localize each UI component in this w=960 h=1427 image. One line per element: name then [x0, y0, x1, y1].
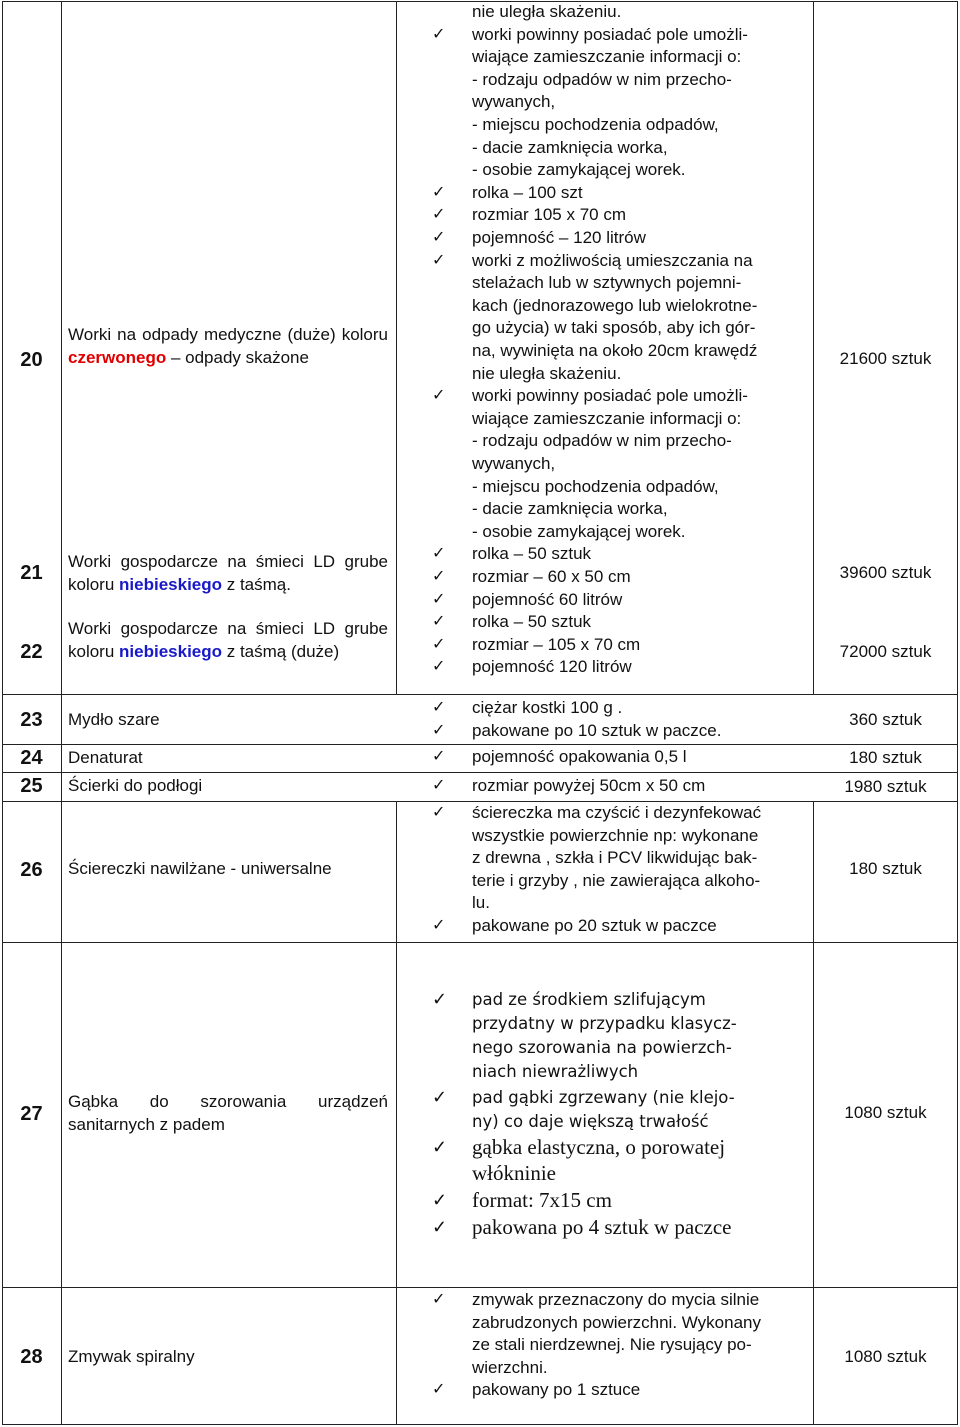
row-number: 28 [20, 1345, 43, 1368]
spec-line [432, 453, 812, 476]
quantity: 39600 sztuk [839, 563, 932, 582]
spec-line [432, 892, 812, 915]
spec-text: - dacie zamknięcia worka, [472, 499, 668, 519]
spec-text: wiające zamieszczanie informacji o: [472, 47, 742, 67]
spec-line [432, 408, 812, 431]
row-divider [2, 1424, 958, 1425]
spec-text: rolka – 50 sztuk [472, 544, 592, 564]
quantity: 1080 sztuk [844, 1347, 927, 1366]
name-text: Worki na odpady medyczne (duże) koloru [68, 325, 388, 344]
row-number: 27 [20, 1102, 43, 1125]
spec-line [432, 1215, 812, 1239]
spec-text: - rodzaju odpadów w nim przecho- [472, 431, 732, 451]
checkmark-icon [432, 720, 445, 743]
product-name: Mydło szare [68, 709, 160, 729]
color-word: niebieskiego [119, 574, 223, 594]
spec-text: wierzchni. [472, 1357, 548, 1377]
spec-line [432, 182, 812, 205]
spec-line [432, 430, 812, 453]
spec-text: wywanych, [472, 454, 556, 473]
spec-line [432, 340, 812, 363]
spec-line [432, 870, 812, 893]
spec-line [432, 1289, 812, 1312]
quantity: 180 sztuk [849, 748, 922, 767]
spec-text: pojemność 120 litrów [472, 657, 632, 677]
spec-text: włókninie [472, 1161, 556, 1185]
spec-text: - osobie zamykającej worek. [472, 160, 686, 180]
spec-text: pojemność – 120 litrów [472, 228, 646, 247]
spec-line [432, 697, 812, 720]
spec-line [432, 227, 812, 250]
spec-text: rolka – 100 szt [472, 182, 583, 202]
spec-line [432, 1086, 812, 1110]
row-divider [2, 694, 958, 695]
spec-text: worki powinny posiadać pole umożli- [472, 386, 748, 406]
spec-text: go użycia) w taki sposób, aby ich gór- [472, 318, 756, 338]
spec-line [432, 543, 812, 566]
checkmark-icon [432, 204, 445, 227]
checkmark-icon [432, 802, 445, 825]
spec-line [432, 1060, 812, 1084]
spec-line [432, 589, 812, 612]
spec-line [432, 1135, 812, 1159]
spec-text: pad ze środkiem szlifującym [472, 990, 706, 1009]
spec-line [432, 385, 812, 408]
row-number: 22 [20, 640, 43, 663]
product-name: Zmywak spiralny [68, 1346, 195, 1366]
spec-line [432, 1, 812, 24]
checkmark-icon [432, 1188, 447, 1212]
spec-line [432, 1036, 812, 1060]
name-text: Worki gospodarcze na śmieci LD grube koloru [68, 552, 388, 594]
spec-text: ze stali nierdzewnej. Nie rysujący po- [472, 1335, 752, 1355]
column-divider [396, 1, 397, 694]
checkmark-icon [432, 24, 445, 47]
spec-line [432, 498, 812, 521]
spec-line [432, 656, 812, 679]
spec-line [432, 137, 812, 160]
spec-text: rozmiar – 60 x 50 cm [472, 567, 631, 586]
spec-line [432, 24, 812, 47]
spec-text: stelażach lub w sztywnych pojemni- [472, 273, 742, 293]
spec-text: pakowana po 4 sztuk w paczce [472, 1215, 732, 1239]
spec-line [432, 1012, 812, 1036]
quantity: 180 sztuk [849, 859, 922, 878]
spec-text: z drewna , szkła i PCV likwidując bak- [472, 848, 758, 868]
spec-line [432, 566, 812, 589]
checkmark-icon [432, 656, 445, 679]
product-name [62, 618, 396, 663]
checkmark-icon [432, 543, 445, 566]
color-word: niebieskiego [119, 641, 223, 661]
spec-text: - miejscu pochodzenia odpadów, [472, 476, 719, 496]
column-divider [957, 1, 958, 1425]
spec-line [432, 634, 812, 657]
spec-text: ciężar kostki 100 g . [472, 698, 623, 717]
checkmark-icon [432, 746, 445, 769]
spec-text: ściereczka ma czyścić i dezynfekować [472, 803, 762, 822]
row-number: 21 [20, 561, 43, 584]
spec-text: gąbka elastyczna, o porowatej [472, 1135, 726, 1159]
checkmark-icon [432, 697, 445, 720]
spec-line [432, 204, 812, 227]
row-number: 24 [20, 746, 43, 769]
spec-line [432, 46, 812, 69]
product-name [62, 324, 396, 369]
spec-line [432, 988, 812, 1012]
checkmark-icon [432, 589, 445, 612]
product-name: Ściereczki nawilżane - uniwersalne [68, 858, 332, 878]
spec-line [432, 91, 812, 114]
spec-text: wiające zamieszczanie informacji o: [472, 408, 742, 428]
quantity: 1980 sztuk [844, 776, 927, 796]
row-divider [2, 942, 958, 943]
spec-line [432, 1379, 812, 1402]
spec-text: pakowany po 1 sztuce [472, 1380, 641, 1400]
spec-line [432, 295, 812, 318]
spec-line [432, 1334, 812, 1357]
spec-line [432, 775, 812, 798]
name-text: z taśmą. [222, 574, 291, 594]
spec-text: rozmiar powyżej 50cm x 50 cm [472, 776, 706, 795]
spec-text: format: 7x15 cm [472, 1188, 612, 1212]
checkmark-icon [432, 566, 445, 589]
row-number: 26 [20, 858, 43, 881]
row-number: 20 [20, 348, 43, 371]
checkmark-icon [432, 1215, 447, 1239]
spec-line [432, 1110, 812, 1134]
spec-text: worki powinny posiadać pole umożli- [472, 24, 748, 44]
spec-line [432, 1188, 812, 1212]
spec-text: zmywak przeznaczony do mycia silnie [472, 1290, 760, 1309]
spec-line [432, 611, 812, 634]
spec-text: - osobie zamykającej worek. [472, 521, 686, 541]
spec-text: wywanych, [472, 92, 556, 112]
spec-line [432, 847, 812, 870]
spec-text: terie i grzyby , nie zawierająca alkoho- [472, 870, 761, 890]
checkmark-icon [432, 634, 445, 657]
spec-line [432, 159, 812, 182]
spec-text: - miejscu pochodzenia odpadów, [472, 115, 719, 134]
spec-line [432, 825, 812, 848]
product-name: Denaturat [68, 747, 143, 767]
checkmark-icon [432, 611, 445, 634]
checkmark-icon [432, 182, 445, 205]
name-text: – odpady skażone [166, 347, 309, 367]
spec-text: pojemność 60 litrów [472, 589, 623, 609]
spec-line [432, 802, 812, 825]
checkmark-icon [432, 385, 445, 408]
name-text: z taśmą (duże) [222, 641, 340, 661]
spec-text: kach (jednorazowego lub wielokrotne- [472, 295, 758, 315]
spec-text: rozmiar 105 x 70 cm [472, 205, 626, 225]
spec-text: - rodzaju odpadów w nim przecho- [472, 69, 732, 89]
product-name: Ścierki do podłogi [68, 776, 203, 796]
checkmark-icon [432, 227, 445, 250]
quantity: 21600 sztuk [839, 349, 932, 368]
spec-line [432, 317, 812, 340]
row-number: 23 [20, 708, 43, 731]
checkmark-icon [432, 1289, 445, 1312]
checkmark-icon [432, 1135, 447, 1159]
checkmark-icon [432, 1379, 445, 1402]
spec-line [432, 746, 812, 769]
spec-line [432, 521, 812, 544]
checkmark-icon [432, 775, 445, 798]
spec-line [432, 250, 812, 273]
quantity: 360 sztuk [849, 710, 922, 729]
checkmark-icon [432, 988, 447, 1012]
spec-text: pojemność opakowania 0,5 l [472, 747, 687, 766]
spec-text: worki z możliwością umieszczania na [472, 250, 753, 270]
spec-line [432, 363, 812, 386]
spec-text: ny) co daje większą trwałość [472, 1112, 709, 1131]
spec-line [432, 1357, 812, 1380]
spec-text: zabrudzonych powierzchni. Wykonany [472, 1312, 761, 1332]
color-word: czerwonego [68, 347, 167, 367]
spec-text: rozmiar – 105 x 70 cm [472, 634, 641, 654]
spec-line [432, 1312, 812, 1335]
spec-line [432, 915, 812, 938]
row-number: 25 [20, 775, 43, 797]
checkmark-icon [432, 1086, 447, 1110]
product-name [62, 551, 396, 596]
spec-text: przydatny w przypadku klasycz- [472, 1014, 737, 1033]
column-divider [396, 801, 397, 1425]
spec-line [432, 476, 812, 499]
spec-text: nego szorowania na powierzch- [472, 1038, 732, 1057]
spec-line [432, 272, 812, 295]
spec-line [432, 114, 812, 137]
product-name: Gąbka do szorowania urządzeń sanitarnych z padem [68, 1092, 388, 1134]
spec-text: lu. [472, 893, 490, 913]
spec-text: nie uległa skażeniu. [472, 2, 622, 21]
checkmark-icon [432, 250, 445, 273]
row-divider [2, 1287, 958, 1288]
spec-text: nie uległa skażeniu. [472, 363, 622, 383]
spec-text: wszystkie powierzchnie np: wykonane [472, 825, 759, 845]
spec-text: pakowane po 20 sztuk w paczce [472, 916, 717, 935]
name-text: Worki gospodarcze na śmieci LD grube koloru [68, 619, 388, 661]
spec-line [432, 720, 812, 743]
spec-text: pakowane po 10 sztuk w paczce. [472, 720, 722, 740]
spec-text: na, wywinięta na około 20cm krawędź [472, 341, 758, 360]
spec-line [432, 1161, 812, 1185]
spec-line [432, 69, 812, 92]
spec-text: niach niewrażliwych [472, 1062, 639, 1081]
spec-text: pad gąbki zgrzewany (nie klejo- [472, 1088, 735, 1107]
spec-text: rolka – 50 sztuk [472, 612, 592, 632]
quantity: 1080 sztuk [844, 1103, 927, 1122]
checkmark-icon [432, 915, 445, 938]
spec-text: - dacie zamknięcia worka, [472, 137, 668, 157]
quantity: 72000 sztuk [839, 642, 932, 661]
